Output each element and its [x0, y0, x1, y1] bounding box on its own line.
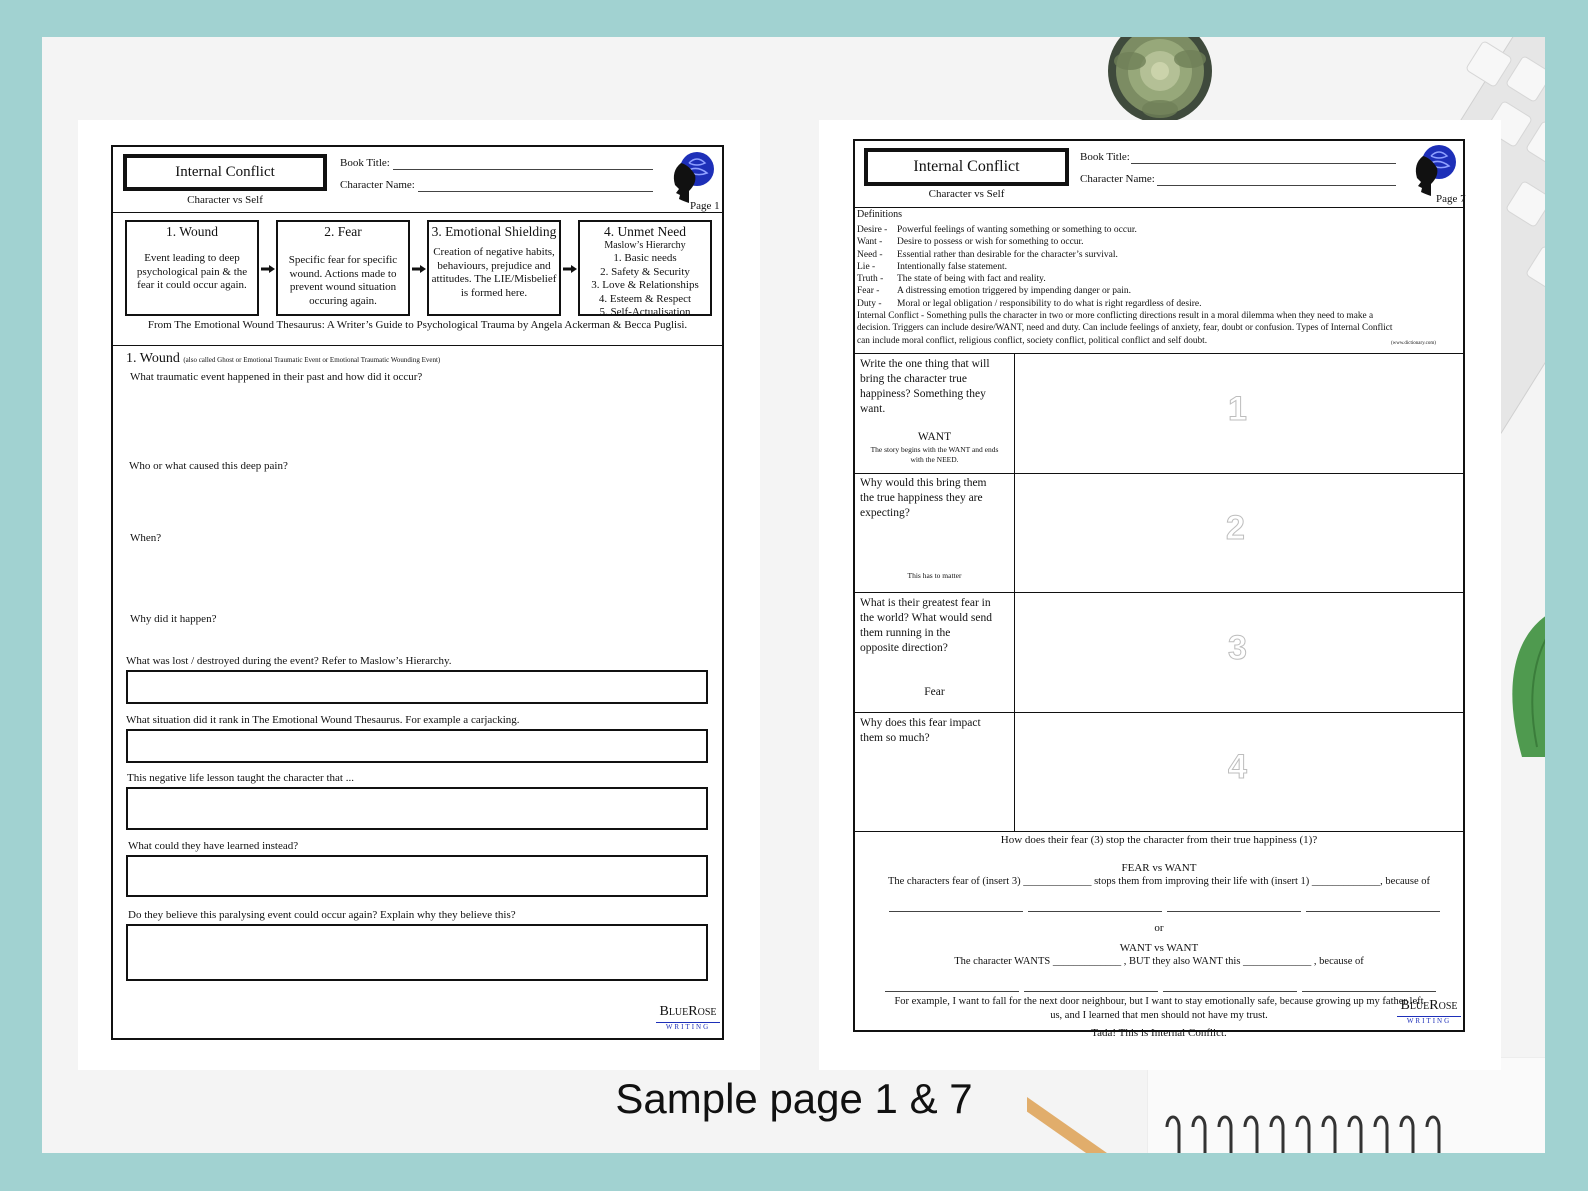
fear-vs-want-text: The characters fear of (insert 3) _____________ stops them from improving their life with (insert 1) _____________, because of — [887, 876, 1431, 887]
step-fear-heading: 2. Fear — [324, 224, 362, 239]
definition-text: Intentionally false statement. — [897, 261, 1008, 272]
row-prompt-line: the world? What would send — [860, 612, 993, 624]
definition-text: Essential rather than desirable for the character’s survival. — [897, 249, 1118, 260]
table-row — [860, 476, 987, 521]
arrow-right-icon — [412, 265, 426, 273]
book-title-label: Book Title: — [340, 157, 390, 169]
or-separator: or — [1154, 922, 1164, 934]
row-prompt-line: Why does this fear impact — [860, 717, 981, 729]
table-row — [860, 596, 992, 656]
step-fear-line: wound. Actions made to — [289, 267, 397, 280]
table-top-line — [854, 353, 1464, 354]
row-note-line: The story begins with the WANT and ends — [870, 445, 999, 454]
want-vs-want-heading: WANT vs WANT — [1119, 942, 1199, 954]
bluerose-logo-text: BlueRose — [1400, 998, 1458, 1013]
book-title-label: Book Title: — [1080, 151, 1130, 163]
step-unmet-need-line: 1. Basic needs — [613, 252, 677, 264]
definition-term: Desire - — [857, 225, 888, 235]
character-name-label: Character Name: — [340, 179, 415, 191]
step-fear-line: prevent wound situation — [289, 281, 397, 293]
definition-text: A distressing emotion triggered by impending danger or pain. — [897, 286, 1132, 297]
rose-woman-logo-icon — [667, 149, 717, 203]
step-unmet-need-heading: 4. Unmet Need — [603, 224, 687, 239]
character-name-label: Character Name: — [1080, 173, 1155, 185]
answer-box-occur-again[interactable] — [126, 924, 708, 981]
question-negative-lesson: This negative life lesson taught the character that ... — [127, 772, 354, 784]
fear-vs-want-heading: FEAR vs WANT — [1121, 862, 1197, 874]
leaf-photo — [1502, 607, 1545, 757]
row-prompt-line: bring the character true — [860, 373, 967, 385]
definition-text: Desire to possess or wish for something to occur. — [897, 237, 1084, 248]
question-learned-instead: What could they have learned instead? — [128, 840, 299, 852]
row-prompt-line: want. — [860, 403, 886, 415]
book-title-line[interactable] — [393, 169, 653, 170]
step-shielding-line: is formed here. — [460, 286, 528, 299]
wound-section-heading — [126, 351, 440, 367]
step-wound-line: fear it could occur again. — [137, 279, 247, 291]
step-fear-box — [276, 220, 410, 316]
worksheet-page-1 — [78, 120, 760, 1070]
arrow-right-icon — [261, 265, 275, 273]
definition-text: Moral or legal obligation / responsibility to do what is right regardless of desire. — [897, 298, 1202, 309]
row-prompt-line: What is their greatest fear in — [860, 597, 991, 609]
step-wound-heading: 1. Wound — [166, 224, 218, 239]
answer-line[interactable] — [1028, 911, 1162, 912]
step-wound-box — [125, 220, 259, 316]
table-row — [860, 357, 990, 417]
question-traumatic-event: What traumatic event happened in their past and how did it occur? — [130, 371, 423, 383]
page-1-subtitle: Character vs Self — [187, 194, 263, 206]
definition-text: The state of being with fact and reality. — [897, 274, 1046, 285]
row-prompt-line: them running in the — [860, 627, 951, 639]
arrow-right-icon — [563, 265, 577, 273]
row-prompt-line: the true happiness they are — [860, 492, 983, 504]
rose-woman-logo-icon — [1409, 142, 1459, 196]
closing-text: Tada! This is Internal Conflict. — [1091, 1027, 1227, 1039]
question-what-lost: What was lost / destroyed during the event? Refer to Maslow’s Hierarchy. — [126, 655, 452, 667]
step-unmet-need-line: 3. Love & Relationships — [591, 279, 699, 291]
table-row — [860, 716, 981, 746]
source-citation: From The Emotional Wound Thesaurus: A Writer’s Guide to Psychological Trauma by Angela Ackerman & Becca Puglisi. — [147, 319, 688, 331]
definition-term: Lie - — [857, 261, 876, 272]
answer-line[interactable] — [889, 911, 1023, 912]
answer-line[interactable] — [1306, 911, 1440, 912]
answer-box-situation-rank[interactable] — [126, 729, 708, 763]
page-7-title-box — [864, 148, 1069, 186]
row-note — [855, 445, 1014, 464]
character-name-line[interactable] — [418, 191, 653, 192]
step-unmet-need-line: 4. Esteem & Respect — [598, 292, 692, 305]
step-unmet-need-box — [578, 220, 712, 316]
step-shielding-heading: 3. Emotional Shielding — [431, 224, 557, 239]
definition-term: Fear - — [857, 286, 880, 297]
answer-cell-happiness[interactable] — [1016, 475, 1463, 591]
answer-cell-fear[interactable] — [1016, 594, 1463, 711]
definition-text: Powerful feelings of wanting something or something to occur. — [897, 225, 1137, 235]
wound-heading-text: 1. Wound — [126, 351, 180, 366]
answer-line[interactable] — [1024, 991, 1158, 992]
answer-box-what-lost[interactable] — [126, 670, 708, 704]
definition-term: Want - — [857, 237, 883, 248]
step-fear-line: occuring again. — [309, 294, 377, 307]
answer-line[interactable] — [1302, 991, 1436, 992]
row-prompt-line: opposite direction? — [860, 642, 948, 654]
example-line: us, and I learned that men should not have my trust. — [1050, 1010, 1268, 1021]
answer-box-negative-lesson[interactable] — [126, 787, 708, 830]
step-wound-line: psychological pain & the — [136, 265, 248, 278]
definitions-list — [857, 224, 1392, 347]
page-1-title-box — [123, 154, 327, 191]
sample-caption: Sample page 1 & 7 — [615, 1075, 973, 1122]
row-label-want: WANT — [917, 431, 952, 443]
answer-box-learned-instead[interactable] — [126, 855, 708, 897]
step-shielding-line: Creation of negative habits, — [433, 246, 555, 258]
question-occur-again: Do they believe this paralysing event could occur again? Explain why they believe this? — [128, 909, 516, 921]
step-shielding-line: attitudes. The LIE/Misbelief — [431, 273, 557, 285]
row-prompt-line: Write the one thing that will — [860, 358, 990, 370]
row-prompt-line: expecting? — [860, 507, 910, 519]
step-unmet-need-line: Maslow’s Hierarchy — [604, 240, 686, 251]
book-title-line[interactable] — [1131, 163, 1396, 164]
question-situation-rank: What situation did it rank in The Emotional Wound Thesaurus. For example a carjacking. — [126, 714, 520, 726]
definition-term: Duty - — [857, 298, 882, 309]
answer-line[interactable] — [885, 991, 1019, 992]
character-name-line[interactable] — [1157, 185, 1396, 186]
wound-heading-note: (also called Ghost or Emotional Traumatic Event or Emotional Traumatic Wounding Event) — [183, 356, 441, 364]
row-prompt-line: Why would this bring them — [860, 477, 987, 489]
step-shielding-line: behaviours, prejudice and — [437, 259, 551, 272]
worksheet-page-7 — [819, 120, 1501, 1070]
page-7-number: Page 7 — [1436, 193, 1466, 205]
example-line: For example, I want to fall for the next door neighbour, but I want to stay emotionally safe, because growing up my father left — [894, 996, 1424, 1007]
row-number-1: 1 — [1228, 390, 1247, 428]
step-unmet-need-line: 2. Safety & Security — [600, 265, 690, 278]
step-shielding-box — [427, 220, 561, 316]
page-1-title: Internal Conflict — [175, 164, 275, 180]
row-number-3: 3 — [1228, 629, 1247, 667]
answer-cell-want[interactable] — [1016, 355, 1463, 472]
example-text — [854, 995, 1464, 1023]
bottom-question: How does their fear (3) stop the character from their true happiness (1)? — [1000, 834, 1318, 846]
row-prompt-line: happiness? Something they — [860, 388, 986, 400]
dictionary-source: (www.dictionary.com) — [1391, 341, 1436, 346]
section-divider — [112, 345, 723, 346]
definition-term: Need - — [857, 249, 883, 260]
table-bottom-line — [854, 831, 1464, 832]
step-unmet-need-line: 5. Self-Actualisation — [599, 306, 691, 318]
step-wound-line: Event leading to deep — [144, 252, 240, 264]
table-row-line — [854, 712, 1464, 713]
page-7-title: Internal Conflict — [913, 158, 1020, 175]
row-number-2: 2 — [1226, 509, 1245, 547]
header-divider — [854, 207, 1464, 208]
want-vs-want-text: The character WANTS _____________ , BUT they also WANT this _____________ , because of — [954, 956, 1364, 967]
answer-line[interactable] — [1163, 991, 1297, 992]
table-row-line — [854, 473, 1464, 474]
bluerose-logo-sub: WRITING — [1397, 1016, 1461, 1025]
bluerose-logo-sub: WRITING — [656, 1022, 720, 1031]
answer-cell-fear-impact[interactable] — [1016, 714, 1463, 830]
definitions-heading: Definitions — [857, 209, 902, 220]
question-why: Why did it happen? — [130, 613, 217, 625]
header-divider — [112, 212, 723, 213]
question-when: When? — [130, 532, 162, 544]
step-fear-line: Specific fear for specific — [288, 254, 398, 266]
table-row-line — [854, 592, 1464, 593]
row-label-fear: Fear — [924, 686, 945, 698]
answer-line[interactable] — [1167, 911, 1301, 912]
row-prompt-line: them so much? — [860, 732, 930, 744]
internal-conflict-definition: can include moral conflict, religious conflict, society conflict, political conflict and self doubt. — [857, 335, 1208, 346]
row-note-line: This has to matter — [907, 571, 962, 580]
bluerose-logo-text: BlueRose — [659, 1004, 717, 1019]
page-1-number: Page 1 — [690, 200, 720, 212]
page-7-subtitle: Character vs Self — [928, 188, 1005, 200]
succulent-plant-photo — [1090, 37, 1230, 121]
question-who-caused: Who or what caused this deep pain? — [129, 460, 288, 472]
row-note-line: with the NEED. — [910, 454, 959, 464]
definition-term: Truth - — [857, 274, 884, 285]
row-number-4: 4 — [1228, 748, 1247, 786]
internal-conflict-definition: Internal Conflict - Something pulls the character in two or more conflicting directions result in a moral dilemma when they need to make a — [857, 311, 1374, 322]
internal-conflict-definition: decision. Triggers can include desire/WANT, need and duty. Can include feelings of anxiety, fear, doubt or confusion. Types of Internal Conflict — [857, 323, 1393, 334]
